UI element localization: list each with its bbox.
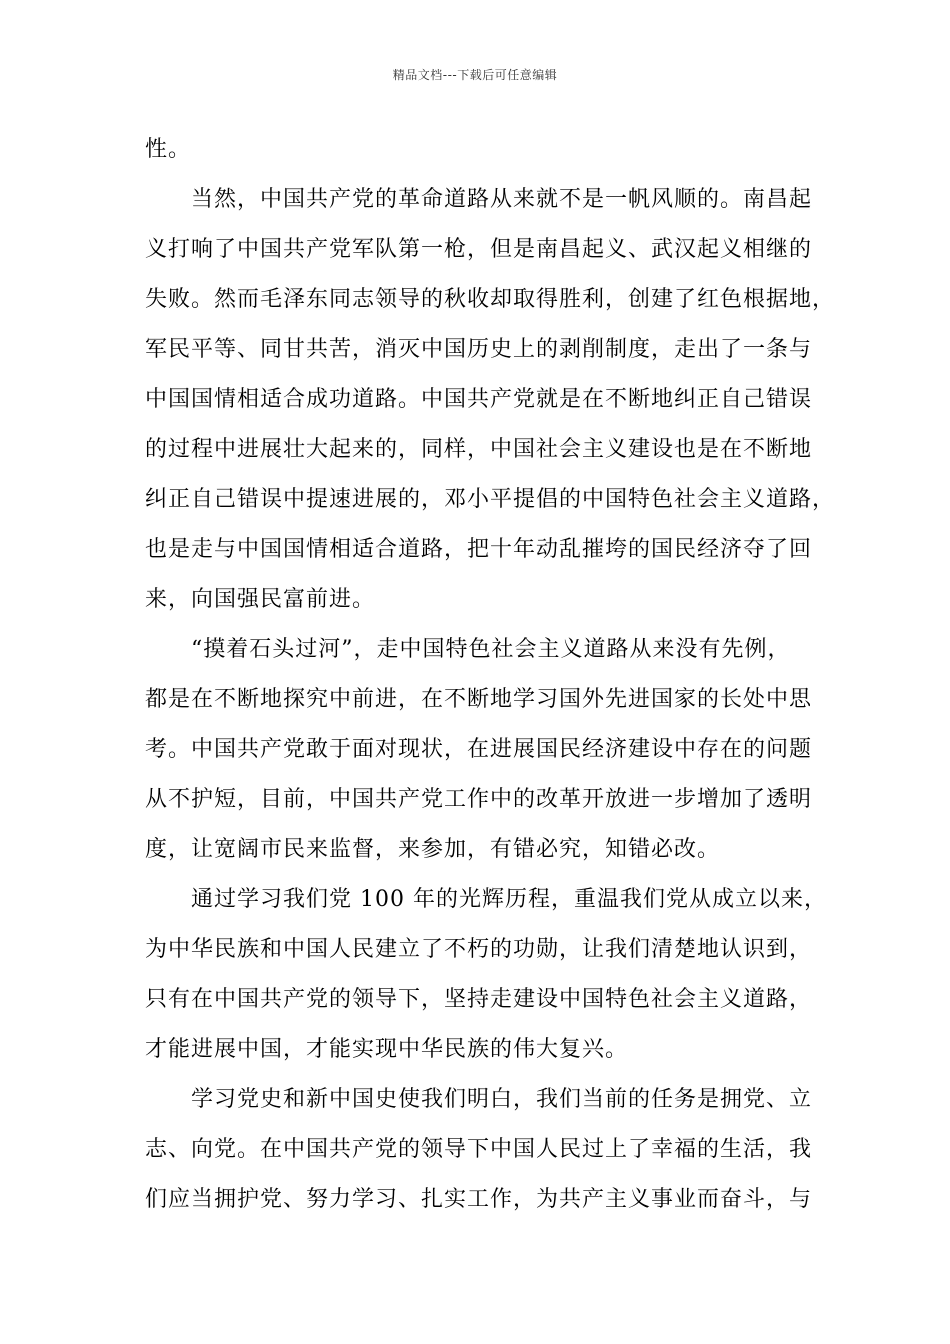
- page-header: 精品文档---下载后可任意编辑: [392, 68, 558, 82]
- body-line: 失败。然而毛泽东同志领导的秋收却取得胜利，创建了红色根据地，: [145, 287, 836, 312]
- paragraph-first-line: “摸着石头过河”，走中国特色社会主义道路从来没有先例，: [191, 637, 791, 662]
- body-line: 度，让宽阔市民来监督，来参加，有错必究，知错必改。: [145, 837, 721, 862]
- body-line: 都是在不断地探究中前进，在不断地学习国外先进国家的长处中思: [145, 687, 813, 712]
- paragraph-first-line: 当然，中国共产党的革命道路从来就不是一帆风顺的。南昌起: [191, 187, 813, 212]
- body-line: 才能进展中国，才能实现中华民族的伟大复兴。: [145, 1037, 629, 1062]
- body-line: 考。中国共产党敢于面对现状，在进展国民经济建设中存在的问题: [145, 737, 813, 762]
- body-line: 为中华民族和中国人民建立了不朽的功勋，让我们清楚地认识到，: [145, 937, 813, 962]
- body-line: 军民平等、同甘共苦，消灭中国历史上的剥削制度，走出了一条与: [145, 337, 813, 362]
- paragraph-first-line: 学习党史和新中国史使我们明白，我们当前的任务是拥党、立: [191, 1087, 813, 1112]
- body-line: 性。: [145, 137, 192, 162]
- body-line: 的过程中进展壮大起来的，同样，中国社会主义建设也是在不断地: [145, 437, 813, 462]
- body-line: 志、向党。在中国共产党的领导下中国人民过上了幸福的生活，我: [145, 1137, 813, 1162]
- body-line: 中国国情相适合成功道路。中国共产党就是在不断地纠正自己错误: [145, 387, 813, 412]
- body-line: 也是走与中国国情相适合道路，把十年动乱摧垮的国民经济夺了回: [145, 537, 813, 562]
- paragraph-first-line: 通过学习我们党 100 年的光辉历程，重温我们党从成立以来，: [191, 887, 827, 912]
- body-line: 只有在中国共产党的领导下，坚持走建设中国特色社会主义道路，: [145, 987, 813, 1012]
- body-line: 义打响了中国共产党军队第一枪，但是南昌起义、武汉起义相继的: [145, 237, 813, 262]
- body-line: 们应当拥护党、努力学习、扎实工作，为共产主义事业而奋斗，与: [145, 1187, 813, 1212]
- body-line: 从不护短，目前，中国共产党工作中的改革开放进一步增加了透明: [145, 787, 813, 812]
- body-line: 纠正自己错误中提速进展的，邓小平提倡的中国特色社会主义道路，: [145, 487, 836, 512]
- body-line: 来，向国强民富前进。: [145, 587, 376, 612]
